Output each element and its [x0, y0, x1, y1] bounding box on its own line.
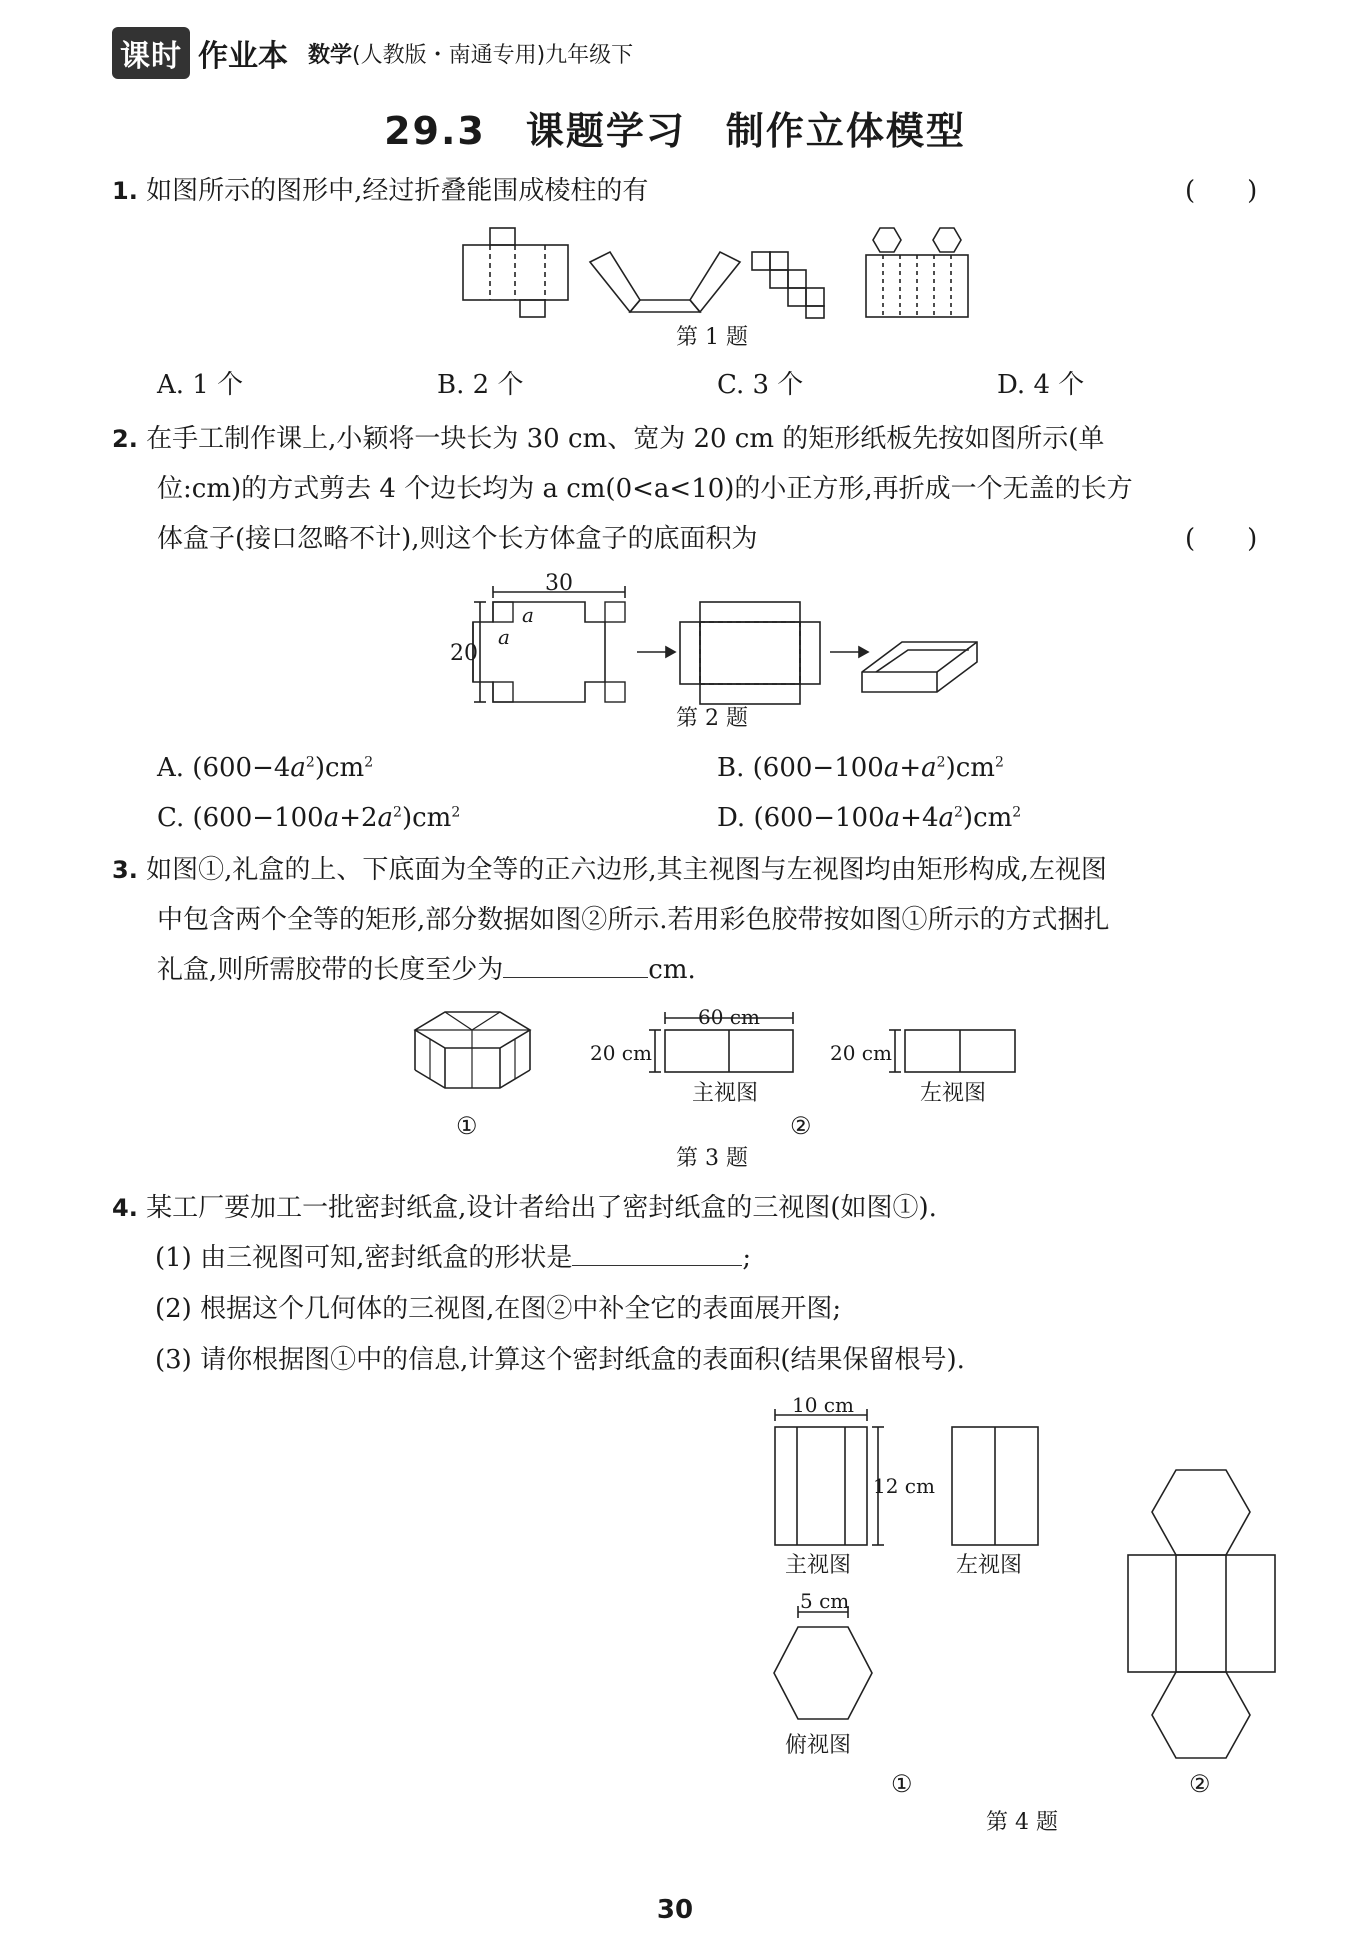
- q2-option-b: B. $(600-100a+a^2)cm^2$: [717, 753, 1004, 783]
- q3-stem-line3: 礼盒,则所需胶带的长度至少为: [157, 955, 504, 985]
- q4-dim-height: 12 cm: [873, 1474, 935, 1498]
- q2-line3: 体盒子(接口忽略不计),则这个长方体盒子的底面积为: [157, 524, 758, 554]
- q4-sub1-text: (1) 由三视图可知,密封纸盒的形状是: [155, 1243, 573, 1273]
- q3-dim-width: 60 cm: [698, 1005, 760, 1029]
- q3-unit: cm.: [648, 955, 696, 985]
- q3-number: 3.: [112, 856, 138, 884]
- q3-left-label: 左视图: [920, 1081, 987, 1106]
- q4-caption: 第 4 题: [986, 1810, 1058, 1835]
- q4-net-bottom-hexagon: [1152, 1672, 1250, 1758]
- q1-option-d: D. 4 个: [997, 370, 1085, 400]
- q1-stem: 如图所示的图形中,经过折叠能围成棱柱的有: [146, 176, 649, 206]
- q4-sub2: (2) 根据这个几何体的三视图,在图②中补全它的表面展开图;: [155, 1294, 842, 1324]
- q4-net-sides: [1128, 1555, 1275, 1672]
- q4-stem: 某工厂要加工一批密封纸盒,设计者给出了密封纸盒的三视图(如图①).: [146, 1193, 937, 1223]
- q3-fig1-label: ①: [456, 1112, 478, 1140]
- q2-option-a: A. $(600-4a^2)cm^2$: [157, 753, 374, 783]
- q4-fig2-label: ②: [1189, 1770, 1211, 1798]
- book-title: 作业本: [198, 39, 288, 74]
- q3-front-label: 主视图: [692, 1081, 759, 1106]
- q3-fig2-label: ②: [790, 1112, 812, 1140]
- q4-left-label: 左视图: [956, 1553, 1023, 1578]
- q1-option-a: A. 1 个: [157, 370, 244, 400]
- q4-dim-width: 10 cm: [792, 1393, 854, 1417]
- edition-info: (人教版・南通专用)九年级下: [352, 42, 634, 68]
- book-logo: 课时: [112, 27, 190, 79]
- q3-dim-height-front: 20 cm: [590, 1041, 652, 1065]
- q2-fig-a-top: a: [522, 603, 534, 627]
- q2-option-c: C. $(600-100a+2a^2)cm^2$: [157, 803, 461, 833]
- q4-number: 4.: [112, 1194, 138, 1222]
- q4-sub1-end: ;: [742, 1243, 752, 1273]
- q3-stem-line1: 如图①,礼盒的上、下底面为全等的正六边形,其主视图与左视图均由矩形构成,左视图: [146, 855, 1107, 885]
- q3-line2: 中包含两个全等的矩形,部分数据如图②所示.若用彩色胶带按如图①所示的方式捆扎: [157, 905, 1110, 935]
- q2-caption: 第 2 题: [676, 706, 748, 731]
- page-number: 30: [656, 1895, 694, 1925]
- q3-dim-height-left: 20 cm: [830, 1041, 892, 1065]
- q4-front-view: [775, 1427, 867, 1545]
- q4-top-view-hexagon: [774, 1627, 872, 1719]
- q1-number: 1.: [112, 177, 138, 205]
- q2-option-d: D. $(600-100a+4a^2)cm^2$: [717, 803, 1022, 833]
- q2-fig-a-side: a: [498, 625, 510, 649]
- q4-net-top-hexagon: [1152, 1470, 1250, 1555]
- q4-fig1-label: ①: [891, 1770, 913, 1798]
- q2-answer-paren: ( ): [1185, 524, 1258, 554]
- subject-name: 数学: [308, 42, 353, 68]
- q4-sub3: (3) 请你根据图①中的信息,计算这个密封纸盒的表面积(结果保留根号).: [155, 1345, 965, 1375]
- q2-stem-line1: 在手工制作课上,小颖将一块长为 30 cm、宽为 20 cm 的矩形纸板先按如图所示(单: [146, 424, 1105, 454]
- q2-fig-length: 30: [545, 571, 573, 596]
- q2-line2: 位:cm)的方式剪去 4 个边长均为 a cm(0<a<10)的小正方形,再折成一个无盖的长方: [157, 474, 1133, 504]
- section-title: 29.3 课题学习 制作立体模型: [384, 109, 966, 153]
- q1-caption: 第 1 题: [676, 325, 748, 350]
- q1-option-c: C. 3 个: [717, 370, 804, 400]
- q4-top-label: 俯视图: [785, 1733, 852, 1758]
- q2-number: 2.: [112, 425, 138, 453]
- q4-front-label: 主视图: [785, 1553, 852, 1578]
- q1-answer-paren: ( ): [1185, 176, 1258, 206]
- q2-fig-width: 20: [450, 641, 478, 666]
- q1-option-b: B. 2 个: [437, 370, 524, 400]
- q4-dim-side: 5 cm: [800, 1589, 850, 1613]
- q3-caption: 第 3 题: [676, 1146, 748, 1171]
